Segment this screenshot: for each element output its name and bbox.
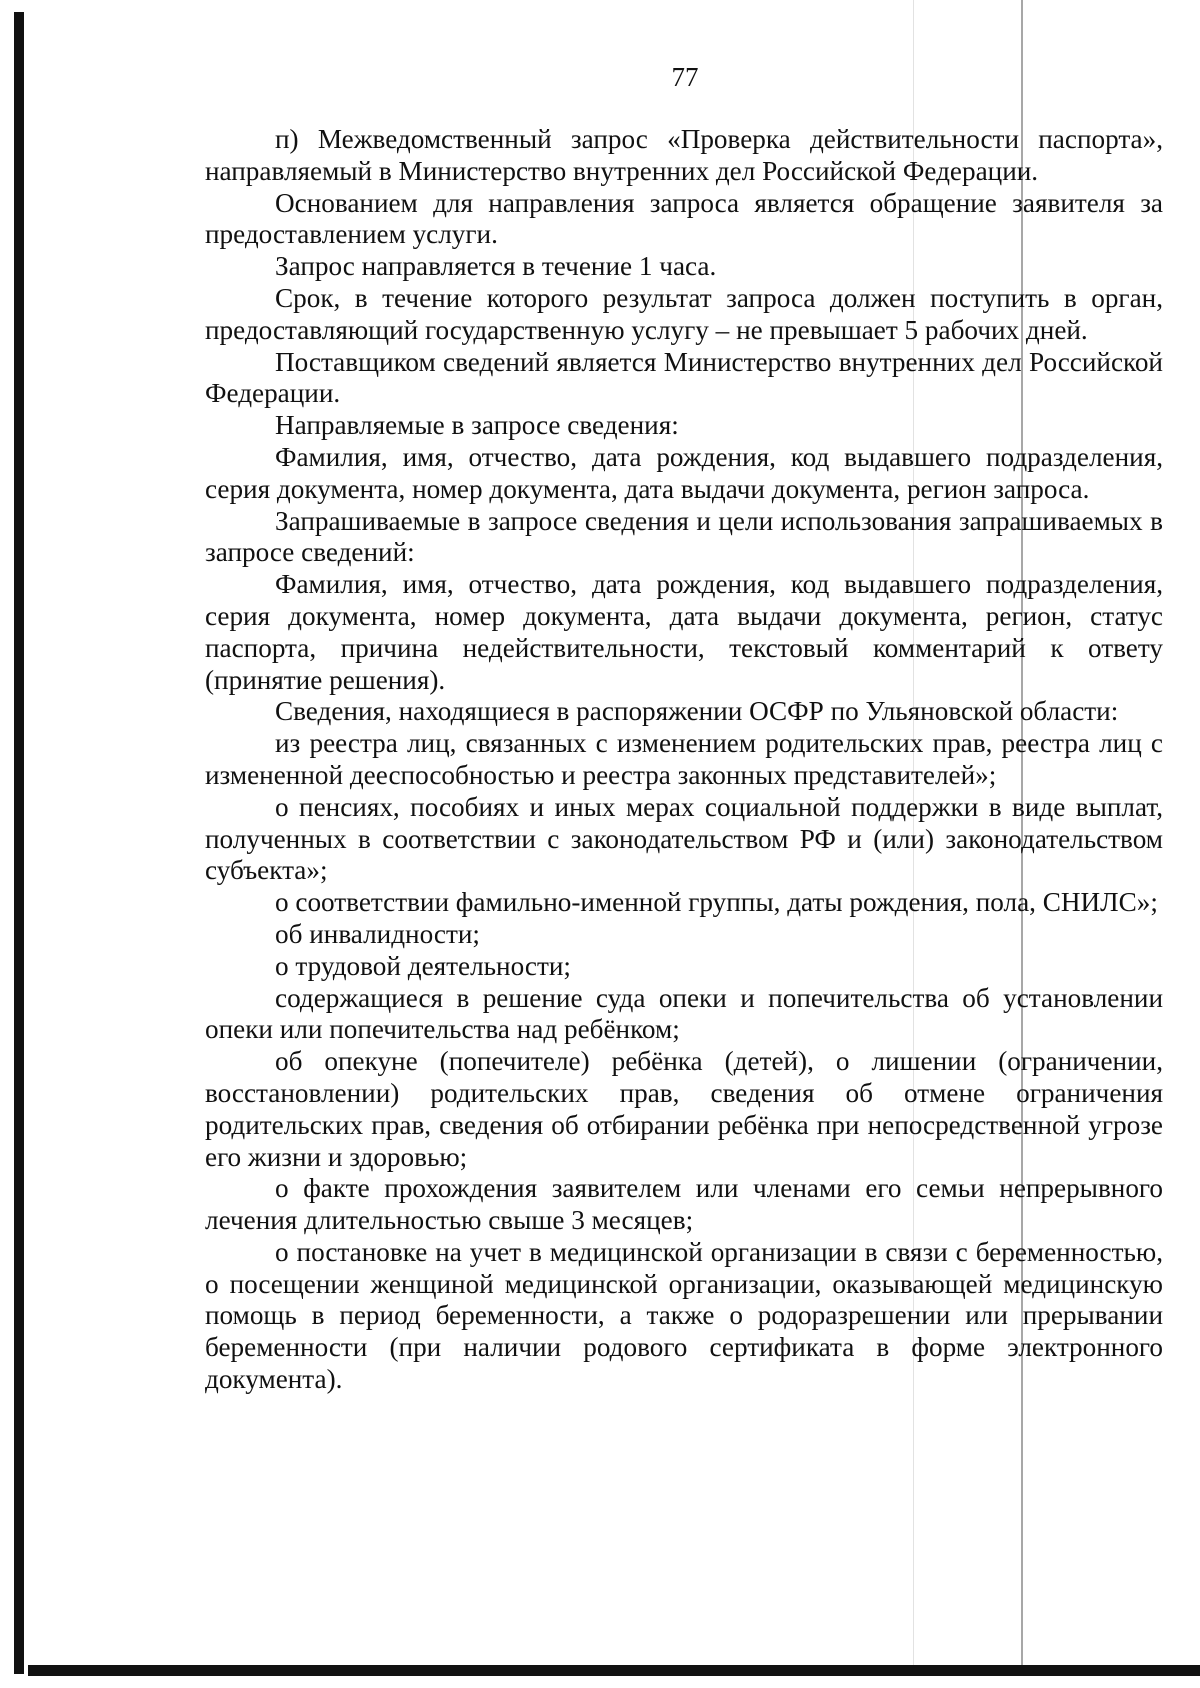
- paragraph: Запрос направляется в течение 1 часа.: [275, 251, 717, 282]
- paragraph: Направляемые в запросе сведения:: [275, 410, 679, 441]
- paragraph: содержащиеся в решение суда опеки и попечительства об установлении опеки или попечительства над ребёнком;: [205, 982, 1163, 1045]
- paragraph: п) Межведомственный запрос «Проверка действительности паспорта», направляемый в Министерство внутренних дел Российской Федерации.: [205, 124, 1163, 186]
- paragraph: Основанием для направления запроса является обращение заявителя за предоставлением услуги.: [205, 187, 1163, 250]
- document-body: [205, 124, 1163, 1396]
- paragraph: Сведения, находящиеся в распоряжении ОСФР по Ульяновской области:: [275, 696, 1119, 727]
- paragraph: Фамилия, имя, отчество, дата рождения, код выдавшего подразделения, серия документа, номер документа, дата выдачи документа, регион запроса.: [205, 441, 1163, 504]
- paragraph: об инвалидности;: [275, 918, 480, 949]
- paragraph: Фамилия, имя, отчество, дата рождения, код выдавшего подразделения, серия документа, номер документа, дата выдачи документа, регион, статус паспорта, причина недействительности, текстовый комментарий к ответу (принятие решения).: [205, 569, 1163, 695]
- paragraph: из реестра лиц, связанных с изменением родительских прав, реестра лиц с измененной дееспособностью и реестра законных представителей»;: [205, 728, 1163, 790]
- paragraph: о постановке на учет в медицинской организации в связи с беременностью, о посещении женщиной медицинской организации, оказывающей медицинскую помощь в период беременности, а также о родоразрешении или прерывании беременности (при наличии родового сертификата в форме электронного документа).: [205, 1236, 1163, 1395]
- paragraph: об опекуне (попечителе) ребёнка (детей), о лишении (ограничении, восстановлении) родительских прав, сведения об отмене ограничения родительских прав, сведения об отбирании ребёнка при непосредственной угрозе его жизни и здоровью;: [205, 1046, 1163, 1172]
- paragraph: о соответствии фамильно-именной группы, даты рождения, пола, СНИЛС»;: [275, 887, 1158, 918]
- paragraph: Срок, в течение которого результат запроса должен поступить в орган, предоставляющий государственную услугу – не превышает 5 рабочих дней.: [205, 282, 1163, 345]
- scan-bottom-border: [28, 1665, 1200, 1676]
- paragraph: Поставщиком сведений является Министерство внутренних дел Российской Федерации.: [205, 346, 1163, 409]
- scan-left-border: [14, 12, 24, 1674]
- paragraph: о трудовой деятельности;: [275, 950, 571, 981]
- page-number: 77: [671, 62, 699, 92]
- paragraph: о факте прохождения заявителем или членами его семьи непрерывного лечения длительностью свыше 3 месяцев;: [205, 1173, 1163, 1236]
- paragraph: Запрашиваемые в запросе сведения и цели использования запрашиваемых в запросе сведений:: [205, 505, 1163, 568]
- paragraph: о пенсиях, пособиях и иных мерах социальной поддержки в виде выплат, полученных в соответствии с законодательством РФ и (или) законодательством субъекта»;: [205, 791, 1163, 886]
